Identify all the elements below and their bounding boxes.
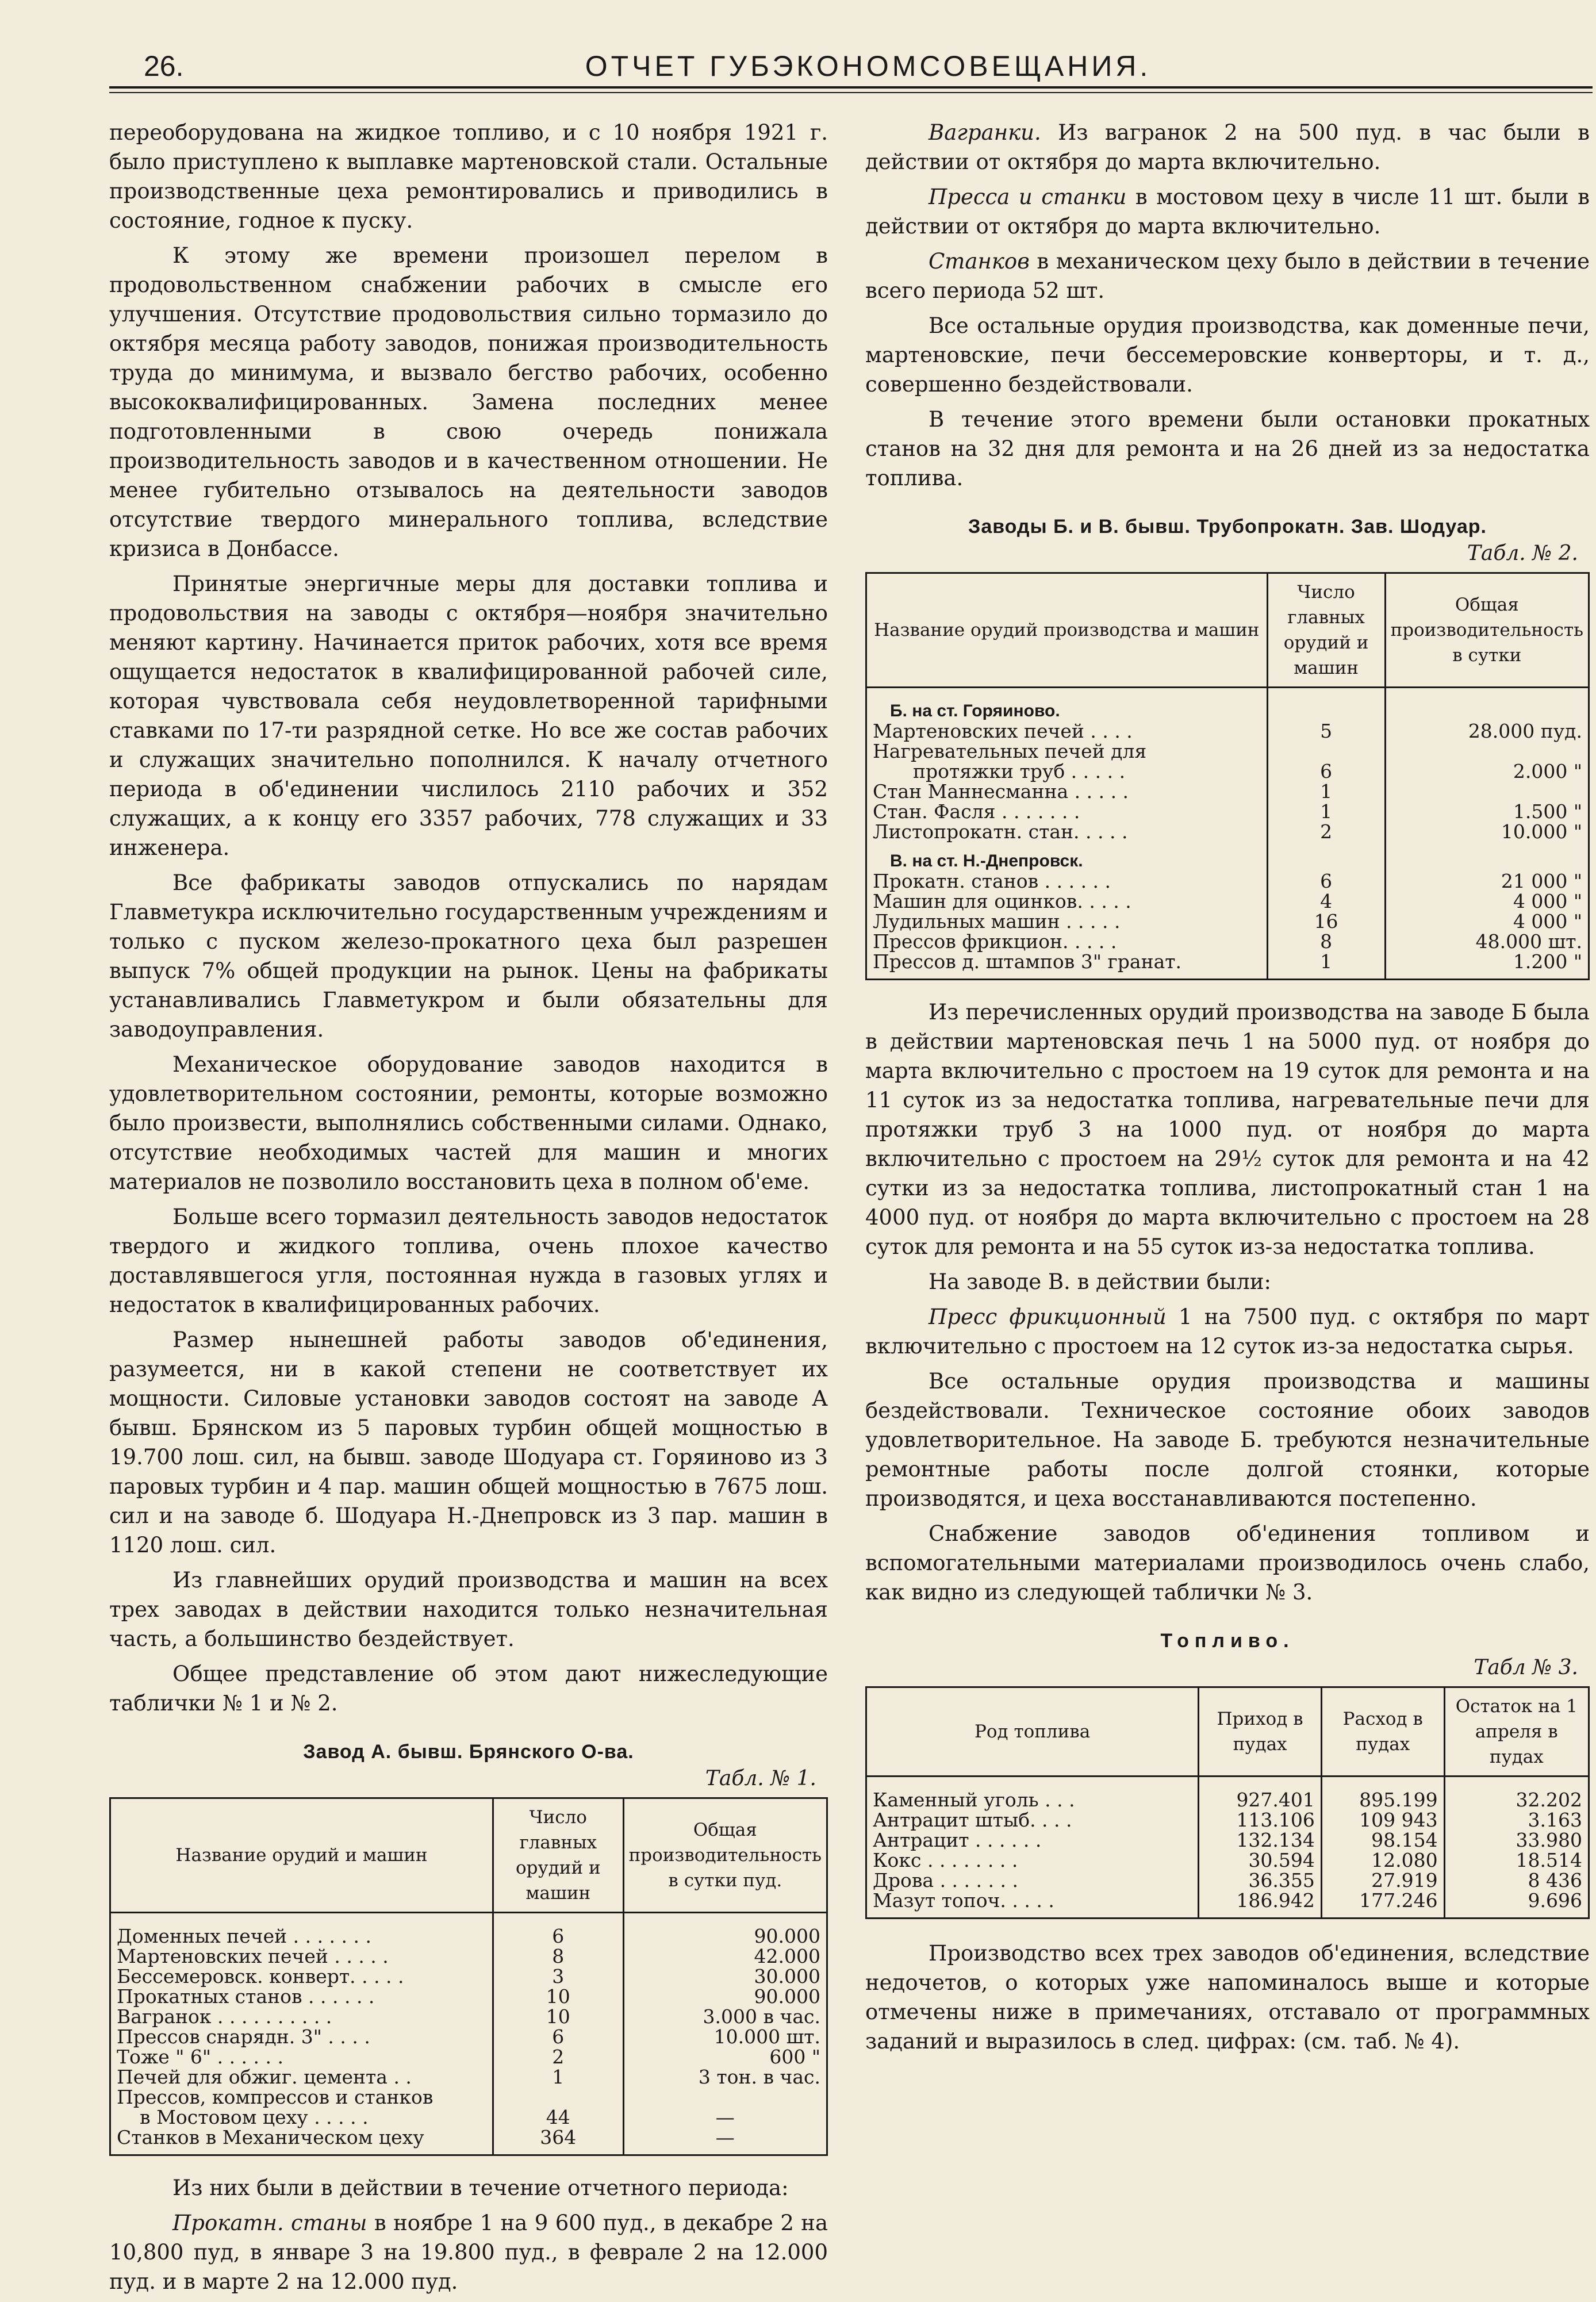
row-rest: 18.514 <box>1444 1850 1589 1870</box>
row-count: 8 <box>493 1946 624 1966</box>
row-name: Мартеновских печей . . . . . <box>110 1946 493 1966</box>
table-row <box>866 1777 1589 1810</box>
table-row <box>110 2067 827 2087</box>
table-row <box>866 931 1589 952</box>
row-rest: 3.163 <box>1444 1810 1589 1830</box>
table-row <box>866 801 1589 822</box>
row-output: 10.000 шт. <box>623 2027 827 2047</box>
column-header: Число главных орудий и машин <box>493 1798 624 1913</box>
column-header: Число главных орудий и машин <box>1267 573 1385 688</box>
row-output: 28.000 пуд. <box>1385 721 1589 741</box>
paragraph-text: в механическом цеху было в действии в течение всего периода 52 шт. <box>865 249 1590 303</box>
table-row <box>110 2027 827 2047</box>
table-row <box>866 871 1589 891</box>
paragraph: Снабжение заводов об'единения топливом и вспомогательными материалами производилось очень слабо, как видно из следующей таблички № 3. <box>865 1521 1590 1605</box>
row-output: 3 тон. в час. <box>623 2067 827 2087</box>
row-out: 109 943 <box>1321 1810 1444 1830</box>
page-header <box>144 45 1593 92</box>
row-count: 6 <box>1267 761 1385 781</box>
row-name: Антрацит . . . . . . <box>866 1830 1199 1850</box>
row-count: 6 <box>493 2027 624 2047</box>
table-row <box>866 891 1589 911</box>
row-count: 1 <box>1267 952 1385 980</box>
row-in: 186.942 <box>1199 1890 1322 1919</box>
column-header: Приход в пудах <box>1199 1687 1322 1777</box>
row-count: 16 <box>1267 911 1385 931</box>
column-header: Общая производительность в сутки пуд. <box>623 1798 827 1913</box>
row-name: Дрова . . . . . . . <box>866 1870 1199 1890</box>
row-name: Прессов, компрессов и станков <box>110 2087 493 2107</box>
running-title: ОТЧЕТ ГУБЭКОНОМСОВЕЩАНИЯ. <box>585 50 1152 82</box>
paragraph-text: Из вагранок 2 на 500 пуд. в час были в действии от октября до марта включительно. <box>865 120 1590 174</box>
row-name: Кокс . . . . . . . . <box>866 1850 1199 1870</box>
row-output: 42.000 <box>623 1946 827 1966</box>
table2-number: Табл. № 2. <box>1467 542 1578 565</box>
row-output <box>1385 781 1589 801</box>
header-rule-thin <box>109 92 1593 93</box>
row-output: 90.000 <box>623 1913 827 1947</box>
table-row <box>110 2087 827 2107</box>
row-rest: 9.696 <box>1444 1890 1589 1919</box>
section-label: В. на ст. Н.-Днепровск. <box>866 842 1268 871</box>
column-header: Расход в пудах <box>1321 1687 1444 1777</box>
row-count: 3 <box>493 1966 624 1986</box>
header-rule-thick <box>109 86 1593 89</box>
row-count: 10 <box>493 2006 624 2027</box>
row-name: Листопрокатн. стан. . . . . <box>866 822 1268 842</box>
paragraph: Производство всех трех заводов об'единения, вследствие недочетов, о которых уже напоминалось выше и которые отмечены ниже в примечаниях, отставало от программных заданий и выразилось в след. цифрах: (см. таб. № 4). <box>865 1941 1590 2054</box>
paragraph: На заводе В. в действии были: <box>929 1269 1271 1294</box>
page-number: 26. <box>144 50 184 82</box>
paragraph: К этому же времени произошел перелом в продовольственном снабжении рабочих в смысле его улучшения. Отсутствие продовольствия сильно тормазило до октября месяца работу заводов, понижая производительность труда до минимума, и вызвало бегство рабочих, особенно высококвалифицированных. Замена последних менее подготовленными в свою очередь понижала производительность заводов и в качественном отношении. Не менее губительно отзывалось на деятельности заводов отсутствие твердого минерального топлива, вследствие кризиса в Донбассе. <box>109 243 828 561</box>
paragraph <box>865 118 1590 177</box>
column-header: Название орудий и машин <box>110 1798 493 1913</box>
row-count: 8 <box>1267 931 1385 952</box>
row-count: 1 <box>493 2067 624 2087</box>
lead-phrase: Вагранки. <box>929 120 1041 145</box>
row-in: 927.401 <box>1199 1777 1322 1810</box>
row-output: 21 000 " <box>1385 871 1589 891</box>
column-header: Род топлива <box>866 1687 1199 1777</box>
paragraph <box>865 182 1590 241</box>
table-row <box>866 822 1589 842</box>
column-header: Остаток на 1 апреля в пудах <box>1444 1687 1589 1777</box>
table-row <box>866 1850 1589 1870</box>
row-name: Мазут топоч. . . . . <box>866 1890 1199 1919</box>
row-output: 1.200 " <box>1385 952 1589 980</box>
table-header-row <box>866 573 1589 688</box>
table-row <box>110 2047 827 2067</box>
paragraph: Принятые энергичные меры для доставки топлива и продовольствия на заводы с октября—ноября значительно меняют картину. Начинается приток рабочих, хотя все время ощущается недостаток в квалифицированной рабочей силе, которая чувствовала себя неудовлетворенной тарифными ставками по 17-ти разрядной сетке. Но все же состав рабочих и служащих значительно пополнился. К началу отчетного периода в об'единении числилось 2110 рабочих и 352 служащих, а к концу его 3357 рабочих, 778 служащих и 33 инженера. <box>109 571 828 860</box>
row-name: протяжки труб . . . . . <box>866 761 1268 781</box>
row-out: 27.919 <box>1321 1870 1444 1890</box>
row-count: 1 <box>1267 781 1385 801</box>
table-row <box>866 1830 1589 1850</box>
lead-phrase: Прокатн. станы <box>172 2211 367 2235</box>
row-output: 10.000 " <box>1385 822 1589 842</box>
row-in: 132.134 <box>1199 1830 1322 1850</box>
table-row <box>866 1810 1589 1830</box>
paragraph: Из них были в действии в течение отчетного периода: <box>172 2176 789 2200</box>
paragraph <box>109 2208 828 2296</box>
row-name: Машин для оцинков. . . . . <box>866 891 1268 911</box>
table-row <box>110 1946 827 1966</box>
paragraph-text: в ноябре 1 на 9 600 пуд., в декабре 2 на 10,800 пуд, в январе 3 на 19.800 пуд., в феврале 2 на 12.000 пуд. и в марте 2 на 12.000 пуд. <box>109 2211 828 2294</box>
row-rest: 33.980 <box>1444 1830 1589 1850</box>
section-label: Б. на ст. Горяиново. <box>866 688 1268 722</box>
row-output: — <box>623 2107 827 2127</box>
table-row <box>866 952 1589 980</box>
row-name: Стан Маннесманна . . . . . <box>866 781 1268 801</box>
row-name: Нагревательных печей для <box>866 741 1268 761</box>
row-count: 364 <box>493 2127 624 2155</box>
row-count: 5 <box>1267 721 1385 741</box>
row-count: 2 <box>493 2047 624 2067</box>
row-output: 1.500 " <box>1385 801 1589 822</box>
paragraph: Из перечисленных орудий производства на заводе Б была в действии мартеновская печь 1 на 5000 пуд. от ноября до марта включительно с простоем на 19 суток для ремонта и на 11 суток из за недостатка топлива, нагревательные печи для протяжки труб 3 на 1000 пуд. от ноября до марта включительно с простоем на 29½ суток для ремонта и на 42 сутки из за недостатка топлива, листопрокатный стан 1 на 4000 пуд. от ноября до марта включительно с простоем на 28 суток для ремонта и на 55 суток из-за недостатка топлива. <box>865 1000 1590 1259</box>
paragraph: Все фабрикаты заводов отпускались по нарядам Главметукра исключительно государственным учреждениям и только с пуском железо-прокатного цеха был разрешен выпуск 7% общей продукции на рынок. Цены на фабрикаты устанавливались Главметукром и были обязательны для заводоуправления. <box>109 870 828 1042</box>
table2-caption: Заводы Б. и В. бывш. Трубопрокатн. Зав. Шодуар. <box>968 516 1487 538</box>
row-name: Лудильных машин . . . . . <box>866 911 1268 931</box>
column-header: Название орудий производства и машин <box>866 573 1268 688</box>
row-name: Мартеновских печей . . . . <box>866 721 1268 741</box>
paragraph <box>865 247 1590 305</box>
table-row <box>866 761 1589 781</box>
row-count: 2 <box>1267 822 1385 842</box>
row-name: Прокатных станов . . . . . . <box>110 1986 493 2006</box>
table-row <box>866 911 1589 931</box>
row-count <box>493 2087 624 2107</box>
table-header-row <box>110 1798 827 1913</box>
row-output: — <box>623 2127 827 2155</box>
left-column <box>109 118 828 2302</box>
row-count: 6 <box>493 1913 624 1947</box>
row-output: 4 000 " <box>1385 891 1589 911</box>
table1-number: Табл. № 1. <box>705 1767 816 1790</box>
row-output <box>623 2087 827 2107</box>
row-in: 30.594 <box>1199 1850 1322 1870</box>
row-name: Тоже " 6" . . . . . . <box>110 2047 493 2067</box>
row-name: Станков в Механическом цеху <box>110 2127 493 2155</box>
paragraph-text: в мостовом цеху в числе 11 шт. были в действии от октября до марта включительно. <box>865 185 1590 239</box>
paragraph: Больше всего тормазил деятельность заводов недостаток твердого и жидкого топлива, очень плохое качество доставлявшегося угля, постоянная нужда в газовых углях и недостаток в квалифицированных рабочих. <box>109 1204 828 1317</box>
table-row <box>110 1986 827 2006</box>
row-output: 3.000 в час. <box>623 2006 827 2027</box>
paragraph: переоборудована на жидкое топливо, и с 10 ноября 1921 г. было приступлено к выплавке мартеновской стали. Остальные производственные цеха ремонтировались и приводились в состояние, годное к пуску. <box>109 120 828 233</box>
table3-number: Табл № 3. <box>1474 1656 1578 1679</box>
lead-phrase: Станков <box>929 249 1030 274</box>
row-rest: 8 436 <box>1444 1870 1589 1890</box>
row-name: Прессов д. штампов 3" гранат. <box>866 952 1268 980</box>
row-name: в Мостовом цеху . . . . . <box>110 2107 493 2127</box>
row-out: 895.199 <box>1321 1777 1444 1810</box>
table-row <box>866 781 1589 801</box>
paragraph: Размер нынешней работы заводов об'единения, разумеется, ни в какой степени не соответствует их мощности. Силовые установки заводов состоят на заводе А бывш. Брянском из 5 паровых турбин общей мощностью в 19.700 лош. сил, на бывш. заводе Шодуара ст. Горяиново из 3 паровых турбин и 4 пар. машин общей мощностью в 7675 лош. сил и на заводе б. Шодуара Н.-Днепровск из 3 пар. машин в 1120 лош. сил. <box>109 1328 828 1557</box>
row-output: 4 000 " <box>1385 911 1589 931</box>
row-output: 2.000 " <box>1385 761 1589 781</box>
row-count: 4 <box>1267 891 1385 911</box>
column-header: Общая производительность в сутки <box>1385 573 1589 688</box>
row-output: 90.000 <box>623 1986 827 2006</box>
row-output: 30.000 <box>623 1966 827 1986</box>
table1-caption: Завод А. бывш. Брянского О-ва. <box>303 1741 634 1763</box>
table1 <box>109 1797 828 2156</box>
row-name: Каменный уголь . . . <box>866 1777 1199 1810</box>
row-in: 113.106 <box>1199 1810 1322 1830</box>
row-count: 10 <box>493 1986 624 2006</box>
table-header-row <box>866 1687 1589 1777</box>
row-name: Стан. Фасля . . . . . . . <box>866 801 1268 822</box>
table-row <box>866 741 1589 761</box>
table3 <box>865 1686 1590 1919</box>
paragraph-text: 1 на 7500 пуд. с октября по март включительно с простоем на 12 суток из-за недостатка сырья. <box>865 1305 1590 1359</box>
table-row <box>110 1913 827 1947</box>
row-count <box>1267 741 1385 761</box>
table2 <box>865 572 1590 980</box>
row-output <box>1385 741 1589 761</box>
right-column <box>865 118 1590 2062</box>
lead-phrase: Пресса и станки <box>929 185 1127 209</box>
row-name: Доменных печей . . . . . . . <box>110 1913 493 1947</box>
table-row <box>110 1966 827 1986</box>
row-name: Прессов фрикцион. . . . . <box>866 931 1268 952</box>
row-output: 48.000 шт. <box>1385 931 1589 952</box>
table-row <box>866 1870 1589 1890</box>
row-name: Печей для обжиг. цемента . . <box>110 2067 493 2087</box>
row-name: Прокатн. станов . . . . . . <box>866 871 1268 891</box>
paragraph: Механическое оборудование заводов находится в удовлетворительном состоянии, ремонты, которые возможно было произвести, выполнялись собственными силами. Однако, отсутствие необходимых частей для машин и многих материалов не позволило восстановить цеха в полном об'еме. <box>109 1052 828 1194</box>
paragraph <box>865 1302 1590 1361</box>
table-row <box>110 2006 827 2027</box>
table-row <box>866 1890 1589 1919</box>
row-name: Антрацит штыб. . . . <box>866 1810 1199 1830</box>
table-row <box>866 721 1589 741</box>
row-name: Прессов снарядн. 3" . . . . <box>110 2027 493 2047</box>
row-count: 6 <box>1267 871 1385 891</box>
table-section-row <box>866 842 1589 871</box>
table-row <box>110 2127 827 2155</box>
table-section-row <box>866 688 1589 722</box>
row-out: 12.080 <box>1321 1850 1444 1870</box>
paragraph: В течение этого времени были остановки прокатных станов на 32 дня для ремонта и на 26 дней из за недостатка топлива. <box>865 407 1590 490</box>
row-count: 44 <box>493 2107 624 2127</box>
row-name: Бессемеровск. конверт. . . . . <box>110 1966 493 1986</box>
paragraph: Общее представление об этом дают нижеследующие таблички № 1 и № 2. <box>109 1662 828 1716</box>
row-out: 177.246 <box>1321 1890 1444 1919</box>
lead-phrase: Пресс фрикционный <box>929 1305 1167 1329</box>
row-count: 1 <box>1267 801 1385 822</box>
paragraph: Все остальные орудия производства и машины бездействовали. Техническое состояние обоих заводов удовлетворительное. На заводе Б. требуются незначительные ремонтные работы после долгой стоянки, которые производятся, и цеха восстанавливаются постепенно. <box>865 1369 1590 1511</box>
row-name: Вагранок . . . . . . . . . . <box>110 2006 493 2027</box>
row-rest: 32.202 <box>1444 1777 1589 1810</box>
row-in: 36.355 <box>1199 1870 1322 1890</box>
paragraph: Из главнейших орудий производства и машин на всех трех заводах в действии находится только незначительная часть, а большинство бездействует. <box>109 1568 828 1651</box>
paragraph: Все остальные орудия производства, как доменные печи, мартеновские, печи бессемеровские конверторы, и т. д., совершенно бездействовали. <box>865 313 1590 397</box>
table-row <box>110 2107 827 2127</box>
row-output: 600 " <box>623 2047 827 2067</box>
table3-caption: Топливо. <box>1160 1630 1295 1652</box>
row-out: 98.154 <box>1321 1830 1444 1850</box>
